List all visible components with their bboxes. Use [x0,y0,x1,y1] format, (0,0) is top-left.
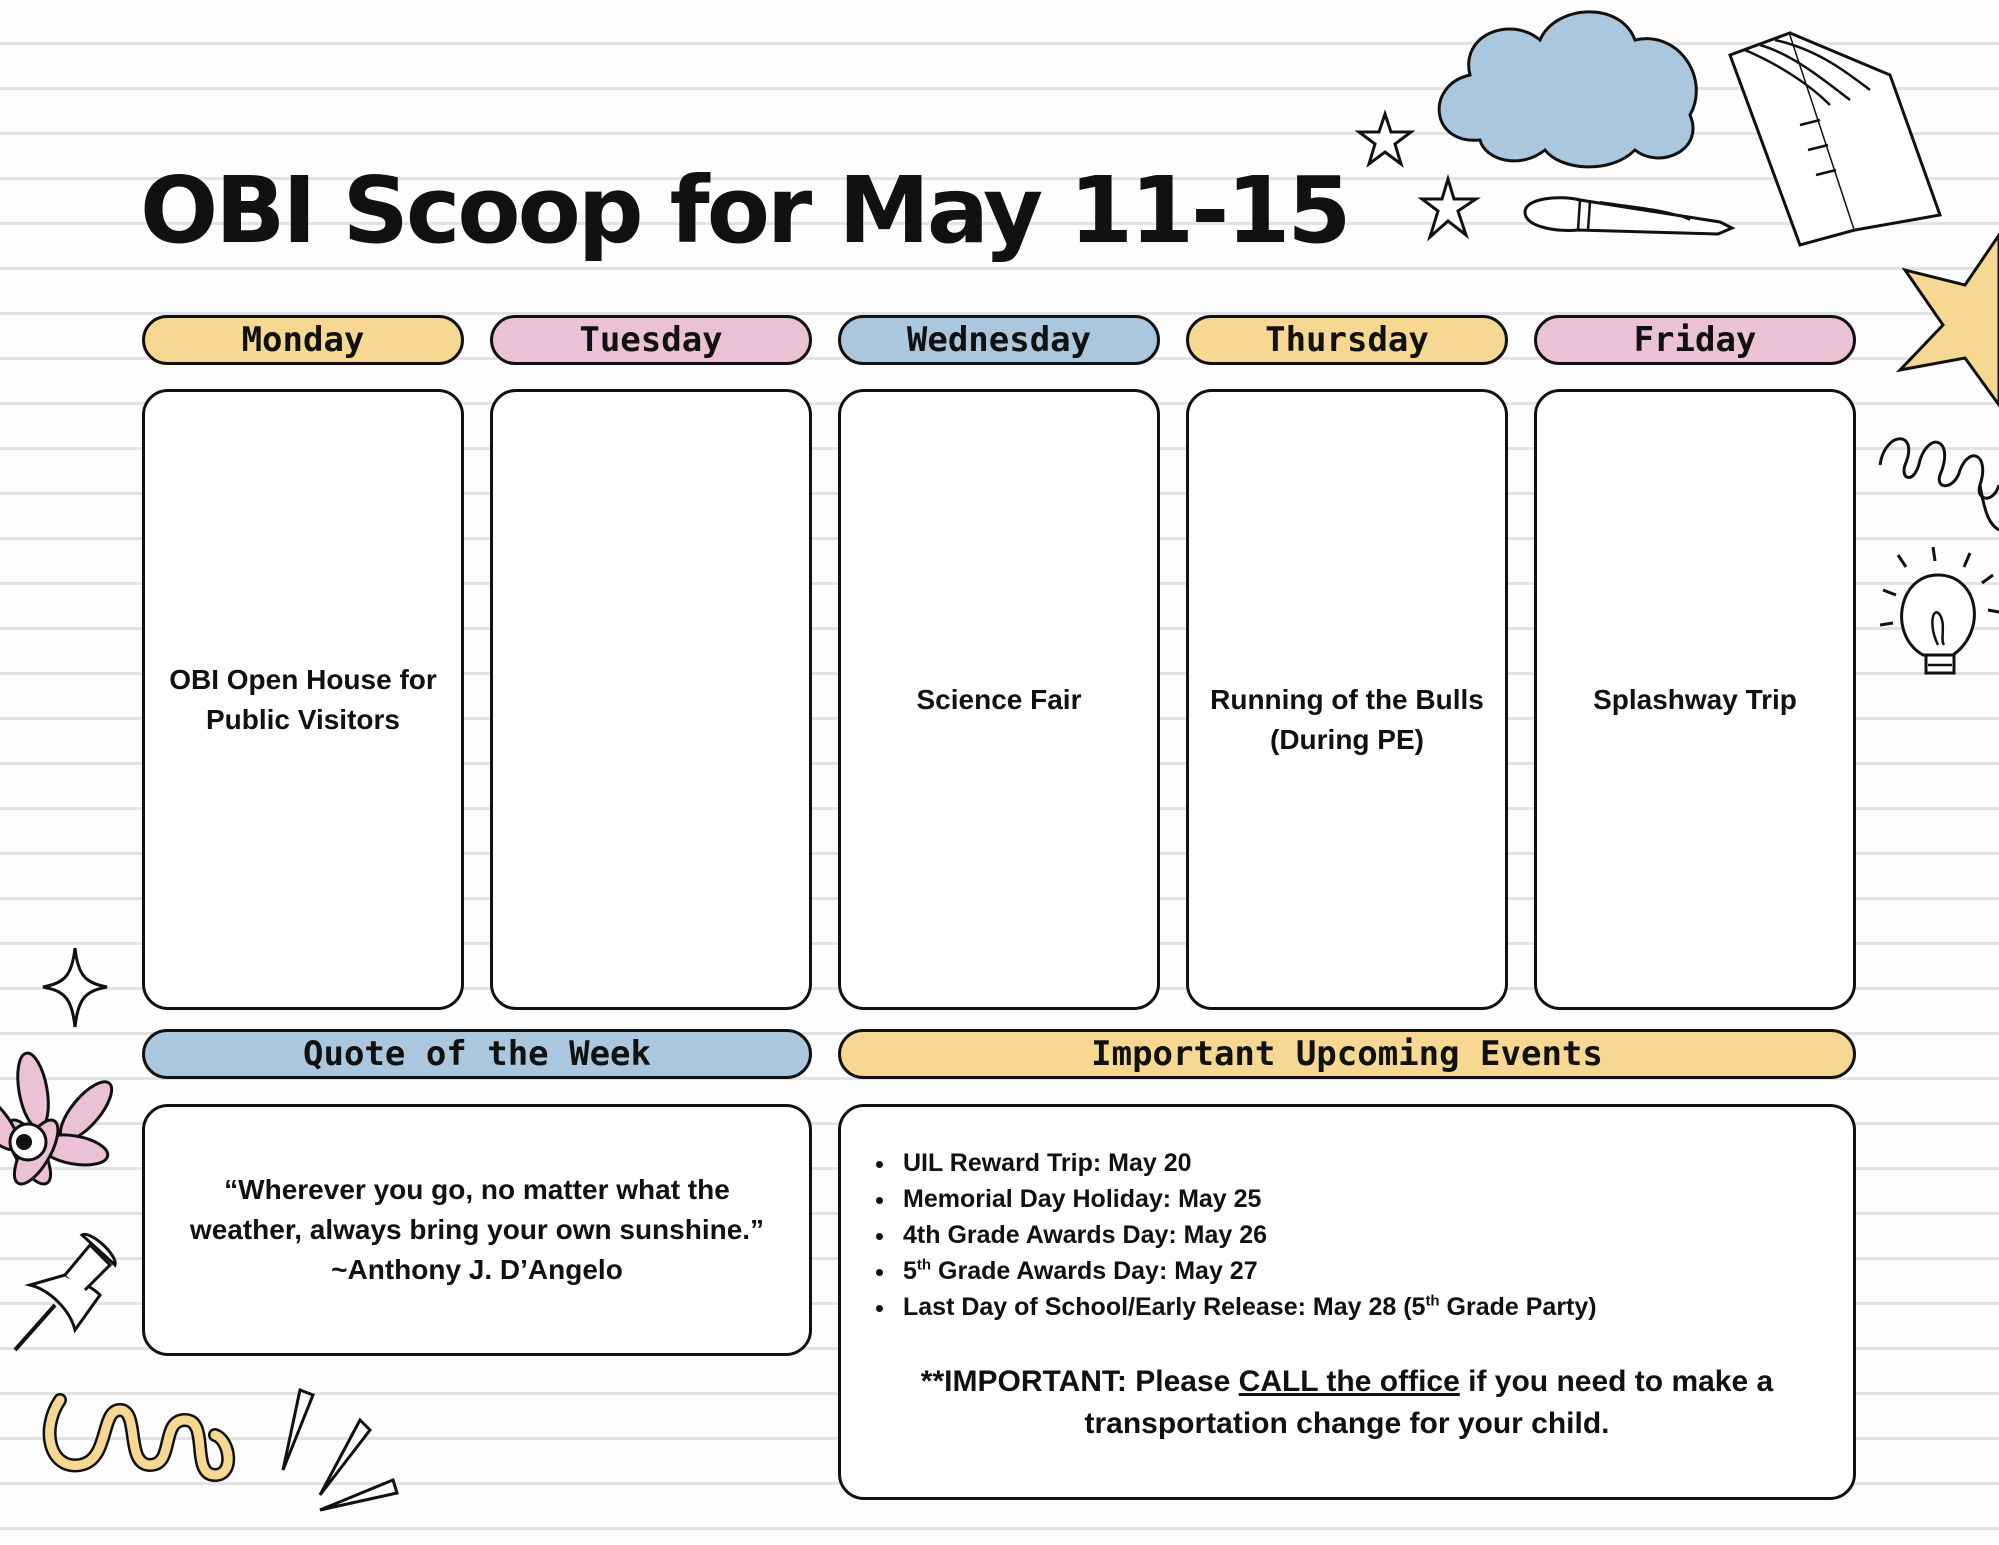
star-icon [1895,230,1999,410]
day-event-wednesday [907,680,1092,720]
day-event-thursday [1200,680,1494,760]
quote-text [190,1170,764,1290]
day-box-tuesday [490,389,812,1010]
list-item: • UIL Reward Trip: May 20 [897,1145,1597,1181]
day-header-thursday: Thursday [1186,315,1508,365]
day-event-friday [1583,680,1807,720]
page-title: OBI Scoop for May 11-15 [140,157,1349,264]
cloud-icon [1420,0,1710,175]
event-text: Splashway Trip [1593,683,1797,715]
list-item: • Memorial Day Holiday: May 25 [897,1181,1597,1217]
event-text: OBI Open House for [169,663,437,695]
quote-author: ~Anthony J. D’Angelo [331,1254,623,1285]
event-text: Public Visitors [205,703,400,735]
events-box [838,1104,1856,1500]
squiggle-icon [1875,425,1999,535]
event-text: (During PE) [1270,723,1424,755]
star-icon [1418,175,1483,245]
quote-box [142,1104,812,1356]
squiggle-icon [40,1370,240,1500]
list-item: • 5th Grade Awards Day: May 27 [897,1253,1597,1289]
events-heading: Important Upcoming Events [838,1029,1856,1079]
event-text: Science Fair [916,683,1082,715]
day-box-wednesday [838,389,1160,1010]
quote-line: “Wherever you go, no matter what the [224,1174,730,1205]
sparkle-icon [40,945,110,1030]
book-icon [1720,25,1950,235]
day-header-wednesday: Wednesday [838,315,1160,365]
event-text: Running of the Bulls [1210,683,1484,715]
pushpin-icon [10,1230,120,1355]
pen-icon [1520,190,1740,245]
important-note: **IMPORTANT: Please CALL the office if you need to make a transportation change for your child. [920,1365,1774,1440]
list-item: • Last Day of School/Early Release: May 28 (5th Grade Party) [897,1289,1597,1325]
day-box-friday [1534,389,1856,1010]
list-item: • 4th Grade Awards Day: May 26 [897,1217,1597,1253]
triangle-icon [275,1385,400,1510]
call-office-text: CALL the office [1238,1365,1460,1398]
day-event-monday [159,660,447,740]
flower-icon [0,1050,115,1210]
day-header-tuesday: Tuesday [490,315,812,365]
lightbulb-icon [1878,545,1999,695]
events-list [869,1145,1597,1325]
day-box-monday [142,389,464,1010]
day-header-friday: Friday [1534,315,1856,365]
star-icon [1355,110,1415,170]
day-header-monday: Monday [142,315,464,365]
quote-line: weather, always bring your own sunshine.” [189,1214,765,1245]
quote-heading: Quote of the Week [142,1029,812,1079]
day-box-thursday [1186,389,1508,1010]
